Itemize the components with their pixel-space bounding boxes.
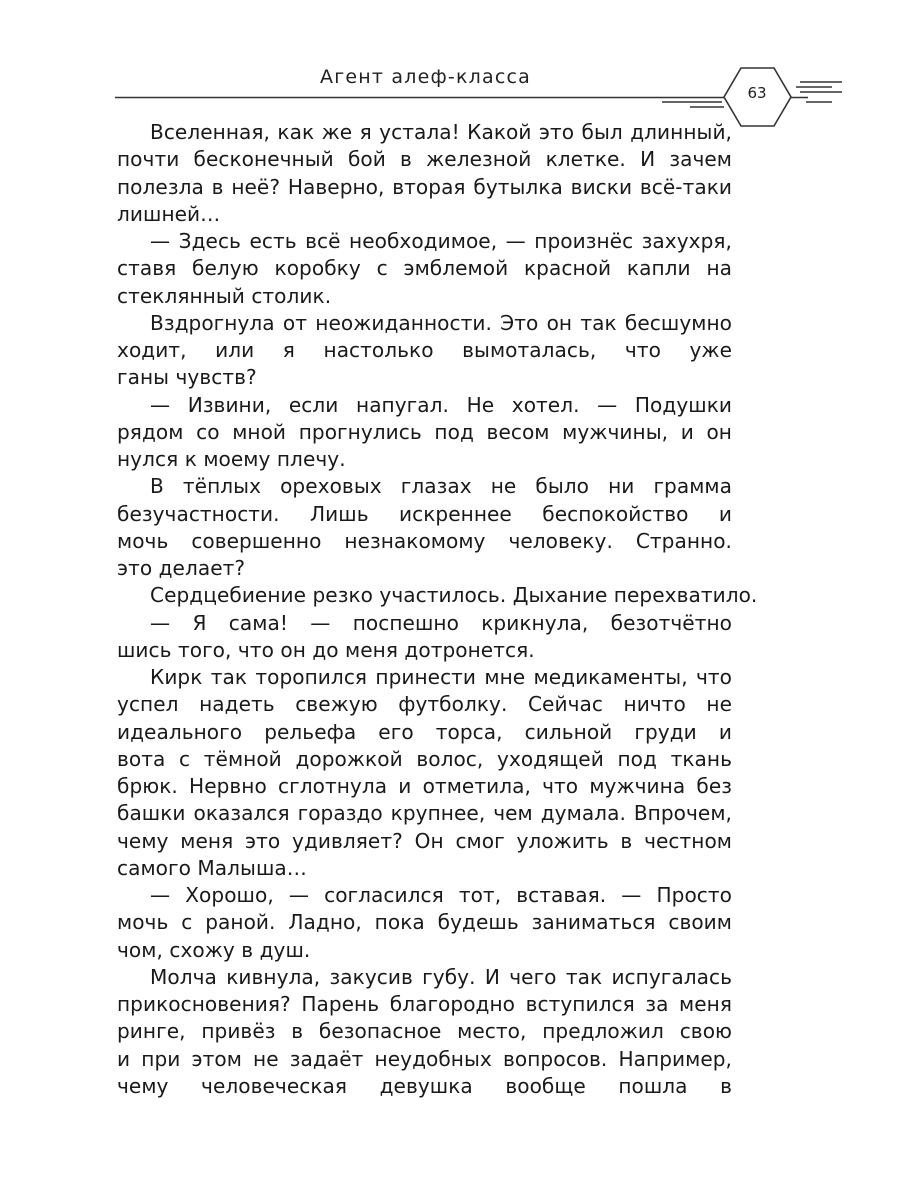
text-line: — Здесь есть всё необходимое, — произнёс захухря,: [150, 229, 732, 253]
text-line: полезла в неё? Наверно, вторая бутылка виски всё-таки: [117, 174, 732, 199]
body-text: [117, 119, 758, 1100]
text-line: рядом со мной прогнулись под весом мужчины, и он: [117, 419, 732, 444]
text-line: чему человеческая девушка вообще пошла в: [117, 1073, 732, 1098]
text-line: шись того, что он до меня дотронется.: [117, 637, 535, 662]
text-line: ходит, или я настолько вымоталась, что уже: [117, 338, 732, 362]
text-line: нулся к моему плечу.: [117, 447, 346, 471]
text-line: идеального рельефа его торса, сильной груди и: [117, 719, 732, 744]
text-line: — Хорошо, — согласился тот, вставая. — Просто: [150, 883, 732, 907]
text-line: ставя белую коробку с эмблемой красной капли на: [117, 256, 732, 281]
text-line: мочь с раной. Ладно, пока будешь заниматься своим: [117, 910, 732, 935]
text-line: чом, схожу в душ.: [117, 937, 311, 962]
text-line: — Я сама! — поспешно крикнула, безотчётно: [150, 610, 732, 635]
text-line: мочь совершенно незнакомому человеку. Странно.: [117, 528, 732, 553]
text-line: это делает?: [117, 556, 246, 580]
text-line: Кирк так торопился принести мне медикаменты, что: [150, 665, 732, 689]
text-line: чему меня это удивляет? Он смог уложить в честном: [117, 828, 732, 853]
text-line: башки оказался гораздо крупнее, чем думала. Впрочем,: [117, 801, 732, 826]
text-line: и при этом не задаёт неудобных вопросов. Например,: [117, 1046, 732, 1071]
text-line: почти бесконечный бой в железной клетке. И зачем: [117, 147, 732, 172]
text-line: — Извини, если напугал. Не хотел. — Подушки: [150, 392, 732, 417]
text-line: ганы чувств?: [117, 365, 257, 390]
text-line: Вздрогнула от неожиданности. Это он так бесшумно: [150, 310, 732, 335]
text-line: В тёплых ореховых глазах не было ни грамма: [150, 474, 732, 499]
page-number: 63: [747, 84, 767, 102]
text-line: стеклянный столик.: [117, 283, 332, 308]
text-line: Сердцебиение резко участилось. Дыхание перехватило.: [150, 583, 758, 608]
text-line: успел надеть свежую футболку. Сейчас ничто не: [117, 692, 732, 717]
text-line: безучастности. Лишь искреннее беспокойство и: [117, 501, 732, 526]
text-line: самого Малыша…: [117, 855, 307, 880]
text-line: Вселенная, как же я устала! Какой это был длинный,: [150, 120, 732, 144]
text-line: ринге, привёз в безопасное место, предложил свою: [117, 1019, 732, 1044]
text-line: вота с тёмной дорожкой волос, уходящей под ткань: [117, 746, 732, 771]
running-header-title: Агент алеф-класса: [320, 66, 531, 88]
text-line: прикосновения? Парень благородно вступился за меня: [117, 992, 732, 1016]
text-line: Молча кивнула, закусив губу. И чего так испугалась: [150, 964, 732, 989]
text-line: лишней…: [117, 201, 221, 226]
text-line: брюк. Нервно сглотнула и отметила, что мужчина без: [117, 774, 732, 798]
